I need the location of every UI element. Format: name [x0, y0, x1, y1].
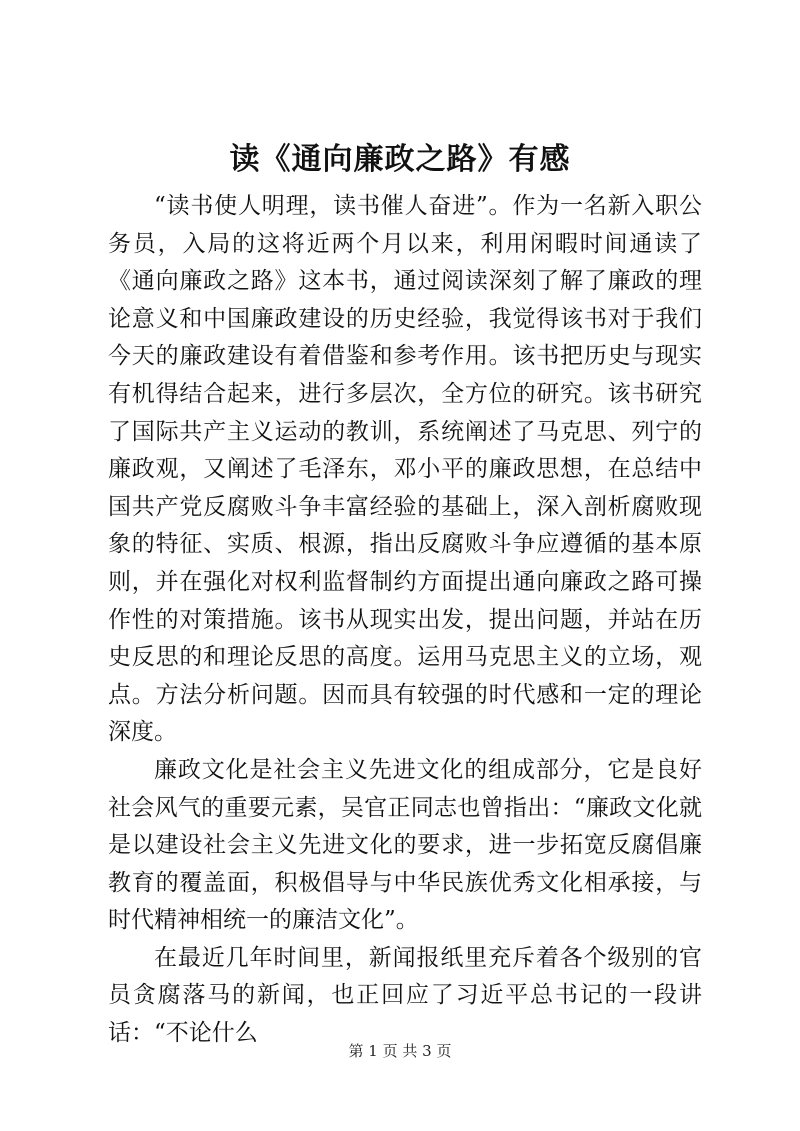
paragraph-1: “读书使人明理，读书催人奋进”。作为一名新入职公务员，入局的这将近两个月以来，利用闲暇时间通读了《通向廉政之路》这本书，通过阅读深刻了解了廉政的理论意义和中国廉政建设的历史经验，我觉得该书对于我们今天的廉政建设有着借鉴和参考作用。该书把历史与现实有机得结合起来，进行多层次，全方位的研究。该书研究了国际共产主义运动的教训，系统阐述了马克思、列宁的廉政观，又阐述了毛泽东，邓小平的廉政思想，在总结中国共产党反腐败斗争丰富经验的基础上，深入剖析腐败现象的特征、实质、根源，指出反腐败斗争应遵循的基本原则，并在强化对权利监督制约方面提出通向廉政之路可操作性的对策措施。该书从现实出发，提出问题，并站在历史反思的和理论反思的高度。运用马克思主义的立场，观点。方法分析问题。因而具有较强的时代感和一定的理论深度。	[108, 193, 702, 746]
document-body	[108, 188, 702, 1053]
document-title: 读《通向廉政之路》有感	[229, 142, 571, 177]
paragraph-2: 廉政文化是社会主义先进文化的组成部分，它是良好社会风气的重要元素，吴官正同志也曾指出：“廉政文化就是以建设社会主义先进文化的要求，进一步拓宽反腐倡廉教育的覆盖面，积极倡导与中华民族优秀文化相承接，与时代精神相统一的廉洁文化”。	[108, 756, 702, 934]
paragraph-3: 在最近几年时间里，新闻报纸里充斥着各个级别的官员贪腐落马的新闻，也正回应了习近平总书记的一段讲话：“不论什么	[108, 944, 702, 1047]
page-footer: 第 1 页 共 3 页	[348, 1042, 452, 1060]
